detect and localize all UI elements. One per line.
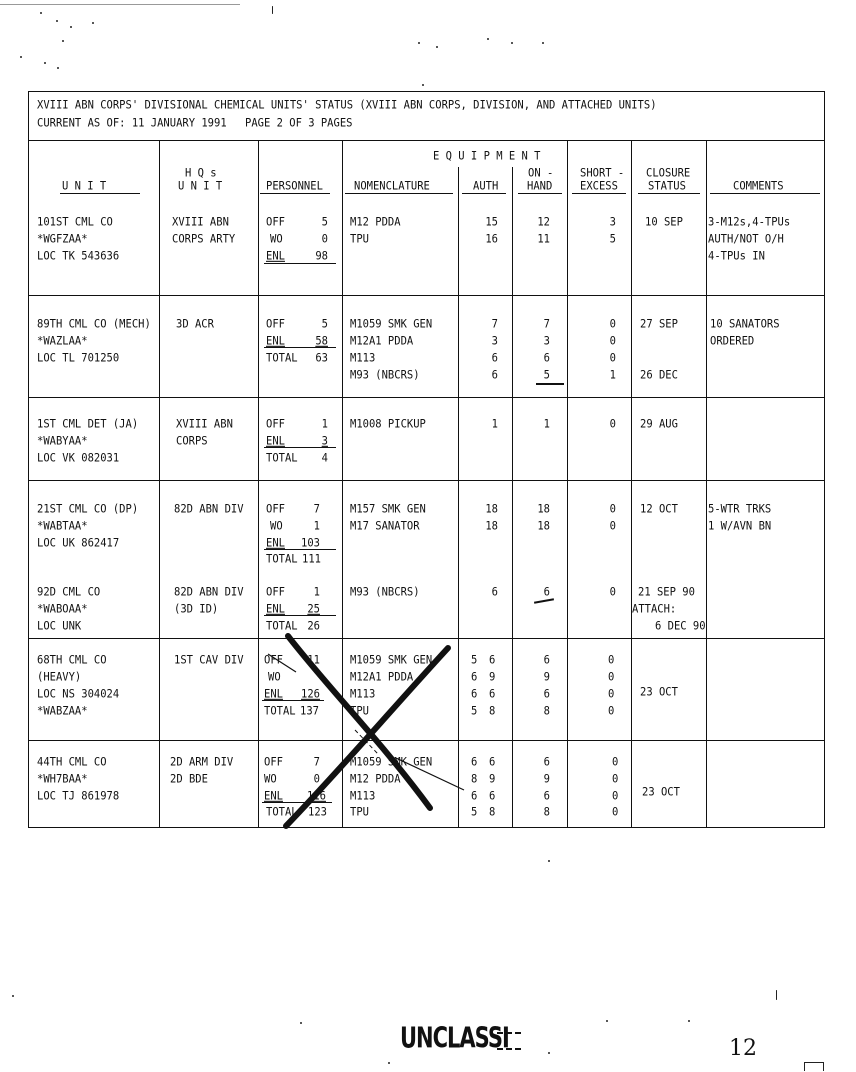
personnel-label: WO — [270, 233, 283, 246]
auth-old-value: 6 — [471, 671, 478, 684]
personnel-label: OFF — [266, 318, 285, 331]
personnel-label: TOTAL — [266, 352, 298, 365]
onhand-value: 12 — [537, 216, 550, 229]
short-value: 0 — [609, 335, 616, 348]
header-closure-bottom: STATUS — [648, 180, 686, 193]
onhand-value: 6 — [543, 586, 550, 599]
auth-value: 1 — [491, 418, 498, 431]
onhand-value: 8 — [543, 705, 550, 718]
stamp-cutoff-mark — [497, 1032, 521, 1050]
nomenclature: M1059 SMK GEN — [350, 318, 433, 331]
unit-uic: *WGFZAA* — [37, 233, 88, 246]
hqs-unit: CORPS — [176, 435, 208, 448]
personnel-value: 5 — [321, 216, 328, 229]
short-value: 0 — [612, 790, 619, 803]
auth-value: 6 — [489, 654, 496, 667]
short-value: 3 — [609, 216, 616, 229]
nomenclature: TPU — [350, 705, 369, 718]
short-value: 0 — [608, 688, 615, 701]
auth-value: 6 — [489, 756, 496, 769]
onhand-value: 6 — [543, 790, 550, 803]
short-value: 0 — [609, 520, 616, 533]
auth-value: 9 — [489, 671, 496, 684]
auth-value: 6 — [491, 586, 498, 599]
short-value: 0 — [609, 586, 616, 599]
nomenclature: M113 — [350, 790, 376, 803]
unit-uic: *WABOAA* — [37, 603, 88, 616]
nomenclature: M12A1 PDDA — [350, 671, 414, 684]
short-value: 0 — [609, 318, 616, 331]
personnel-value: 137 — [300, 705, 319, 718]
closure-status: 23 OCT — [642, 786, 680, 799]
onhand-value: 6 — [543, 654, 550, 667]
auth-old-value: 6 — [471, 790, 478, 803]
personnel-label: OFF — [266, 503, 285, 516]
auth-old-value: 5 — [471, 654, 478, 667]
personnel-label: TOTAL — [266, 620, 298, 633]
unit-uic: *WABYAA* — [37, 435, 88, 448]
nomenclature: M17 SANATOR — [350, 520, 420, 533]
personnel-label: OFF — [264, 756, 283, 769]
onhand-value: 1 — [543, 418, 550, 431]
closure-status: ATTACH: — [632, 603, 677, 616]
unit-location: LOC UNK — [37, 620, 82, 633]
nomenclature: M1008 PICKUP — [350, 418, 426, 431]
personnel-label: OFF — [266, 418, 285, 431]
personnel-value: 3 — [321, 435, 328, 448]
unit-name: 68TH CML CO — [37, 654, 107, 667]
personnel-label: ENL — [266, 435, 285, 448]
personnel-label: WO — [264, 773, 277, 786]
auth-value: 18 — [485, 503, 498, 516]
unit-location: LOC NS 304024 — [37, 688, 120, 701]
comment-line: ORDERED — [710, 335, 755, 348]
personnel-label: TOTAL — [264, 705, 296, 718]
personnel-label: TOTAL — [266, 806, 298, 819]
personnel-label: TOTAL — [266, 452, 298, 465]
short-value: 0 — [612, 806, 619, 819]
personnel-label: WO — [270, 520, 283, 533]
closure-status: 27 SEP — [640, 318, 678, 331]
closure-status: 21 SEP 90 — [638, 586, 695, 599]
personnel-value: 25 — [307, 603, 320, 616]
onhand-value: 7 — [543, 318, 550, 331]
auth-value: 6 — [489, 688, 496, 701]
auth-value: 18 — [485, 520, 498, 533]
onhand-value: 6 — [543, 688, 550, 701]
corner-mark — [804, 1062, 824, 1071]
short-value: 0 — [612, 756, 619, 769]
header-nomenclature: NOMENCLATURE — [354, 180, 430, 193]
personnel-label: ENL — [266, 603, 285, 616]
comment-line: 4-TPUs IN — [708, 250, 765, 263]
personnel-label: ENL — [264, 790, 283, 803]
unit-location: LOC VK 082031 — [37, 452, 120, 465]
auth-value: 6 — [489, 790, 496, 803]
closure-status: 23 OCT — [640, 686, 678, 699]
unit-name: (HEAVY) — [37, 671, 82, 684]
personnel-value: 58 — [315, 335, 328, 348]
unit-name: 101ST CML CO — [37, 216, 113, 229]
onhand-value: 18 — [537, 520, 550, 533]
header-closure-top: CLOSURE — [646, 167, 691, 180]
short-value: 0 — [608, 671, 615, 684]
onhand-value: 8 — [543, 806, 550, 819]
page-info: PAGE 2 OF 3 PAGES — [245, 117, 353, 130]
auth-old-value: 8 — [471, 773, 478, 786]
closure-status: 29 AUG — [640, 418, 678, 431]
nomenclature: M93 (NBCRS) — [350, 369, 420, 382]
auth-old-value: 5 — [471, 806, 478, 819]
closure-status: 12 OCT — [640, 503, 678, 516]
short-value: 0 — [609, 503, 616, 516]
comment-line: 5-WTR TRKS — [708, 503, 772, 516]
personnel-value: 1 — [313, 586, 320, 599]
auth-value: 15 — [485, 216, 498, 229]
table-title: XVIII ABN CORPS' DIVISIONAL CHEMICAL UNITS' STATUS (XVIII ABN CORPS, DIVISION, AND ATTACHED UNITS) — [37, 99, 657, 112]
header-onhand-bottom: HAND — [527, 180, 553, 193]
comment-line: 10 SANATORS — [710, 318, 780, 331]
header-short-top: SHORT - — [580, 167, 625, 180]
short-value: 5 — [609, 233, 616, 246]
auth-value: 7 — [491, 318, 498, 331]
comment-line: 1 W/AVN BN — [708, 520, 772, 533]
personnel-value: 1 — [313, 520, 320, 533]
auth-value: 6 — [491, 352, 498, 365]
auth-value: 3 — [491, 335, 498, 348]
closure-status: 10 SEP — [645, 216, 683, 229]
nomenclature: M12 PDDA — [350, 216, 401, 229]
nomenclature: M113 — [350, 688, 376, 701]
personnel-value: 126 — [301, 688, 320, 701]
auth-value: 6 — [491, 369, 498, 382]
unit-location: LOC UK 862417 — [37, 537, 120, 550]
onhand-value: 11 — [537, 233, 550, 246]
unit-uic: *WABZAA* — [37, 705, 88, 718]
unit-location: LOC TL 701250 — [37, 352, 120, 365]
header-hqs-bottom: U N I T — [178, 180, 223, 193]
onhand-value: 9 — [543, 773, 550, 786]
personnel-value: 1 — [321, 418, 328, 431]
current-as-of: CURRENT AS OF: 11 JANUARY 1991 — [37, 117, 227, 130]
personnel-value: 26 — [307, 620, 320, 633]
hqs-unit: 82D ABN DIV — [174, 503, 244, 516]
personnel-value: 7 — [313, 503, 320, 516]
unit-name: 92D CML CO — [37, 586, 101, 599]
comment-line: AUTH/NOT O/H — [708, 233, 784, 246]
closure-status: 26 DEC — [640, 369, 678, 382]
personnel-value: 123 — [308, 806, 327, 819]
short-value: 1 — [609, 369, 616, 382]
short-value: 0 — [608, 654, 615, 667]
nomenclature: M12 PDDA — [350, 773, 401, 786]
hqs-unit: 2D BDE — [170, 773, 208, 786]
onhand-value: 9 — [543, 671, 550, 684]
personnel-value: 98 — [315, 250, 328, 263]
nomenclature: M12A1 PDDA — [350, 335, 414, 348]
short-value: 0 — [608, 705, 615, 718]
unit-uic: *WH7BAA* — [37, 773, 88, 786]
hqs-unit: 2D ARM DIV — [170, 756, 234, 769]
nomenclature: M1059 SMK GEN — [350, 756, 433, 769]
nomenclature: M113 — [350, 352, 376, 365]
nomenclature: TPU — [350, 806, 369, 819]
personnel-label: WO — [268, 671, 281, 684]
hqs-unit: 3D ACR — [176, 318, 214, 331]
auth-value: 9 — [489, 773, 496, 786]
personnel-value: 0 — [321, 233, 328, 246]
unit-uic: *WABTAA* — [37, 520, 88, 533]
header-unit: U N I T — [62, 180, 107, 193]
personnel-label: ENL — [266, 250, 285, 263]
onhand-value: 6 — [543, 352, 550, 365]
short-value: 0 — [609, 418, 616, 431]
personnel-label: ENL — [266, 537, 285, 550]
unit-location: LOC TK 543636 — [37, 250, 120, 263]
hqs-unit: 1ST CAV DIV — [174, 654, 244, 667]
personnel-value: 111 — [302, 553, 321, 566]
unit-name: 89TH CML CO (MECH) — [37, 318, 151, 331]
personnel-value: 4 — [321, 452, 328, 465]
hqs-unit: 82D ABN DIV — [174, 586, 244, 599]
auth-old-value: 6 — [471, 756, 478, 769]
hqs-unit: (3D ID) — [174, 603, 219, 616]
onhand-value: 3 — [543, 335, 550, 348]
header-personnel: PERSONNEL — [266, 180, 323, 193]
unit-name: 1ST CML DET (JA) — [37, 418, 139, 431]
short-value: 0 — [609, 352, 616, 365]
personnel-value: 5 — [321, 318, 328, 331]
hqs-unit: CORPS ARTY — [172, 233, 236, 246]
personnel-label: ENL — [264, 688, 283, 701]
closure-status: 6 DEC 90 — [655, 620, 706, 633]
hqs-unit: XVIII ABN — [176, 418, 233, 431]
personnel-value: 7 — [313, 756, 320, 769]
header-hqs-top: H Q s — [185, 167, 217, 180]
onhand-value: 6 — [543, 756, 550, 769]
header-onhand-top: ON - — [528, 167, 554, 180]
comment-line: 3-M12s,4-TPUs — [708, 216, 791, 229]
nomenclature: TPU — [350, 233, 369, 246]
header-short-bottom: EXCESS — [580, 180, 618, 193]
header-auth: AUTH — [473, 180, 499, 193]
personnel-label: ENL — [266, 335, 285, 348]
page-number: 12 — [729, 1036, 757, 1061]
personnel-label: OFF — [264, 654, 283, 667]
auth-value: 16 — [485, 233, 498, 246]
onhand-value: 18 — [537, 503, 550, 516]
personnel-label: OFF — [266, 216, 285, 229]
auth-old-value: 5 — [471, 705, 478, 718]
personnel-label: OFF — [266, 586, 285, 599]
header-comments: COMMENTS — [733, 180, 784, 193]
personnel-value: 0 — [313, 773, 320, 786]
personnel-value: 11 — [307, 654, 320, 667]
unit-name: 44TH CML CO — [37, 756, 107, 769]
personnel-value: 116 — [307, 790, 326, 803]
unit-location: LOC TJ 861978 — [37, 790, 120, 803]
personnel-value: 103 — [301, 537, 320, 550]
nomenclature: M1059 SMK GEN — [350, 654, 433, 667]
onhand-value: 5 — [543, 369, 550, 382]
nomenclature: M93 (NBCRS) — [350, 586, 420, 599]
classification-stamp: UNCLASSI — [400, 1022, 509, 1055]
header-equipment: E Q U I P M E N T — [433, 150, 541, 163]
unit-uic: *WAZLAA* — [37, 335, 88, 348]
personnel-label: TOTAL — [266, 553, 298, 566]
auth-old-value: 6 — [471, 688, 478, 701]
hqs-unit: XVIII ABN — [172, 216, 229, 229]
unit-name: 21ST CML CO (DP) — [37, 503, 139, 516]
nomenclature: M157 SMK GEN — [350, 503, 426, 516]
auth-value: 8 — [489, 705, 496, 718]
personnel-value: 63 — [315, 352, 328, 365]
short-value: 0 — [612, 773, 619, 786]
auth-value: 8 — [489, 806, 496, 819]
